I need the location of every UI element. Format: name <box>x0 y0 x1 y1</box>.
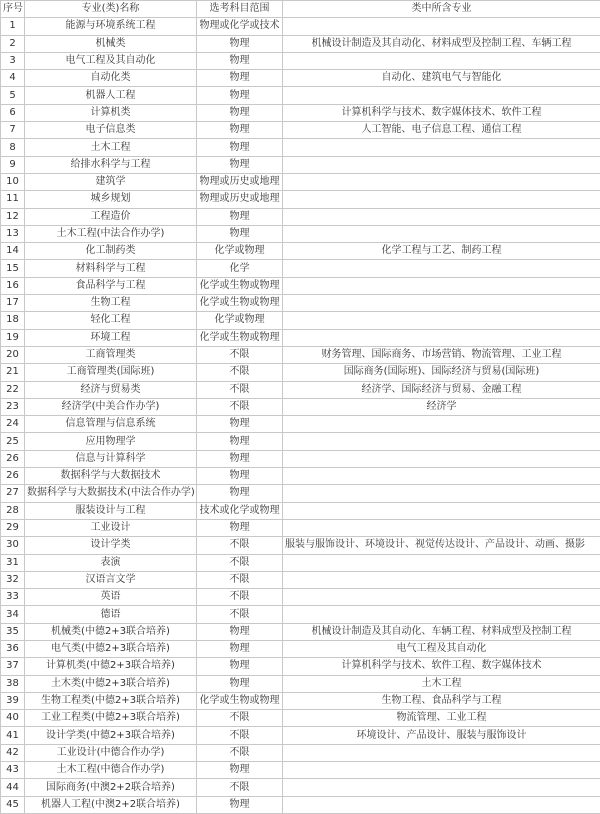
table-row <box>1 502 600 519</box>
cell-included-majors: 服装与服饰设计、环境设计、视觉传达设计、产品设计、动画、摄影 <box>283 537 600 554</box>
table-row <box>1 606 600 623</box>
cell-subject-range: 不限 <box>197 710 283 727</box>
cell-major-name: 经济学(中美合作办学) <box>25 398 197 415</box>
cell-major-name: 环境工程 <box>25 329 197 346</box>
table-row <box>1 571 600 588</box>
cell-major-name: 设计学类(中德2+3联合培养) <box>25 727 197 744</box>
cell-subject-range: 不限 <box>197 346 283 363</box>
cell-subject-range: 不限 <box>197 537 283 554</box>
cell-index: 27 <box>1 485 25 502</box>
cell-included-majors: 经济学 <box>283 398 600 415</box>
cell-subject-range: 物理 <box>197 658 283 675</box>
table-row <box>1 208 600 225</box>
cell-major-name: 机械类(中德2+3联合培养) <box>25 623 197 640</box>
cell-index: 41 <box>1 727 25 744</box>
cell-subject-range: 物理 <box>197 519 283 536</box>
cell-subject-range: 不限 <box>197 364 283 381</box>
cell-major-name: 应用物理学 <box>25 433 197 450</box>
cell-index: 8 <box>1 139 25 156</box>
cell-included-majors <box>283 762 600 779</box>
cell-major-name: 信息管理与信息系统 <box>25 416 197 433</box>
table-row <box>1 191 600 208</box>
cell-included-majors <box>283 485 600 502</box>
cell-subject-range: 物理 <box>197 35 283 52</box>
header-included-majors: 类中所含专业 <box>283 1 600 18</box>
cell-included-majors <box>283 606 600 623</box>
cell-major-name: 土木工程(中德合作办学) <box>25 762 197 779</box>
table-row <box>1 156 600 173</box>
cell-index: 16 <box>1 277 25 294</box>
cell-index: 21 <box>1 364 25 381</box>
header-major-name: 专业(类)名称 <box>25 1 197 18</box>
cell-major-name: 食品科学与工程 <box>25 277 197 294</box>
cell-included-majors <box>283 173 600 190</box>
table-row <box>1 537 600 554</box>
cell-subject-range: 化学或生物或物理 <box>197 329 283 346</box>
cell-subject-range: 化学或生物或物理 <box>197 277 283 294</box>
table-row <box>1 104 600 121</box>
table-row <box>1 52 600 69</box>
cell-major-name: 数据科学与大数据技术 <box>25 468 197 485</box>
cell-major-name: 城乡规划 <box>25 191 197 208</box>
cell-included-majors <box>283 87 600 104</box>
cell-index: 4 <box>1 70 25 87</box>
cell-major-name: 工商管理类 <box>25 346 197 363</box>
cell-major-name: 材料科学与工程 <box>25 260 197 277</box>
table-row <box>1 433 600 450</box>
cell-major-name: 化工制药类 <box>25 243 197 260</box>
cell-included-majors <box>283 519 600 536</box>
cell-index: 34 <box>1 606 25 623</box>
cell-subject-range: 物理 <box>197 70 283 87</box>
cell-subject-range: 物理 <box>197 225 283 242</box>
cell-index: 36 <box>1 640 25 657</box>
cell-major-name: 电气类(中德2+3联合培养) <box>25 640 197 657</box>
cell-index: 32 <box>1 571 25 588</box>
cell-index: 5 <box>1 87 25 104</box>
cell-subject-range: 化学或物理 <box>197 243 283 260</box>
cell-included-majors: 人工智能、电子信息工程、通信工程 <box>283 122 600 139</box>
cell-included-majors <box>283 312 600 329</box>
cell-index: 26 <box>1 468 25 485</box>
cell-index: 9 <box>1 156 25 173</box>
cell-major-name: 工业设计(中德合作办学) <box>25 744 197 761</box>
cell-major-name: 轻化工程 <box>25 312 197 329</box>
cell-included-majors <box>283 156 600 173</box>
cell-included-majors <box>283 52 600 69</box>
cell-index: 33 <box>1 589 25 606</box>
cell-index: 13 <box>1 225 25 242</box>
table-row <box>1 640 600 657</box>
cell-subject-range: 物理或历史或地理 <box>197 191 283 208</box>
table-row <box>1 260 600 277</box>
cell-index: 3 <box>1 52 25 69</box>
cell-index: 23 <box>1 398 25 415</box>
table-row <box>1 364 600 381</box>
cell-major-name: 生物工程 <box>25 295 197 312</box>
table-header <box>1 1 600 18</box>
table-row <box>1 710 600 727</box>
cell-included-majors <box>283 208 600 225</box>
cell-major-name: 经济与贸易类 <box>25 381 197 398</box>
cell-subject-range: 不限 <box>197 727 283 744</box>
table-row <box>1 295 600 312</box>
cell-major-name: 土木工程 <box>25 139 197 156</box>
cell-index: 10 <box>1 173 25 190</box>
cell-included-majors <box>283 295 600 312</box>
cell-index: 39 <box>1 692 25 709</box>
cell-subject-range: 化学或生物或物理 <box>197 295 283 312</box>
cell-major-name: 电子信息类 <box>25 122 197 139</box>
cell-subject-range: 物理或历史或地理 <box>197 173 283 190</box>
cell-subject-range: 技术或化学或物理 <box>197 502 283 519</box>
cell-index: 1 <box>1 18 25 35</box>
cell-major-name: 自动化类 <box>25 70 197 87</box>
table-row <box>1 589 600 606</box>
table-row <box>1 70 600 87</box>
cell-index: 15 <box>1 260 25 277</box>
cell-major-name: 电气工程及其自动化 <box>25 52 197 69</box>
cell-included-majors: 计算机科学与技术、数字媒体技术、软件工程 <box>283 104 600 121</box>
cell-major-name: 土木工程(中法合作办学) <box>25 225 197 242</box>
cell-subject-range: 物理 <box>197 468 283 485</box>
cell-index: 11 <box>1 191 25 208</box>
cell-included-majors: 土木工程 <box>283 675 600 692</box>
cell-index: 6 <box>1 104 25 121</box>
table-row <box>1 87 600 104</box>
cell-major-name: 设计学类 <box>25 537 197 554</box>
header-row <box>1 1 600 18</box>
cell-major-name: 土木类(中德2+3联合培养) <box>25 675 197 692</box>
cell-subject-range: 物理 <box>197 416 283 433</box>
cell-included-majors <box>283 260 600 277</box>
cell-included-majors <box>283 433 600 450</box>
cell-subject-range: 物理 <box>197 87 283 104</box>
table-row <box>1 329 600 346</box>
cell-major-name: 机械类 <box>25 35 197 52</box>
cell-included-majors: 机械设计制造及其自动化、车辆工程、材料成型及控制工程 <box>283 623 600 640</box>
cell-subject-range: 不限 <box>197 571 283 588</box>
cell-subject-range: 化学或物理 <box>197 312 283 329</box>
table-row <box>1 675 600 692</box>
cell-major-name: 能源与环境系统工程 <box>25 18 197 35</box>
table-row <box>1 122 600 139</box>
table-row <box>1 468 600 485</box>
cell-major-name: 机器人工程 <box>25 87 197 104</box>
table-row <box>1 485 600 502</box>
table-row <box>1 658 600 675</box>
table-row <box>1 450 600 467</box>
cell-index: 26 <box>1 450 25 467</box>
table-row <box>1 727 600 744</box>
cell-index: 43 <box>1 762 25 779</box>
table-row <box>1 762 600 779</box>
cell-included-majors <box>283 779 600 796</box>
cell-included-majors <box>283 468 600 485</box>
cell-major-name: 计算机类(中德2+3联合培养) <box>25 658 197 675</box>
cell-index: 45 <box>1 796 25 813</box>
cell-subject-range: 不限 <box>197 381 283 398</box>
cell-subject-range: 物理 <box>197 762 283 779</box>
cell-included-majors <box>283 416 600 433</box>
cell-major-name: 工业设计 <box>25 519 197 536</box>
cell-major-name: 工商管理类(国际班) <box>25 364 197 381</box>
table-row <box>1 225 600 242</box>
cell-included-majors <box>283 502 600 519</box>
table-row <box>1 312 600 329</box>
cell-subject-range: 物理 <box>197 796 283 813</box>
cell-major-name: 德语 <box>25 606 197 623</box>
table-row <box>1 173 600 190</box>
cell-included-majors <box>283 139 600 156</box>
cell-included-majors: 电气工程及其自动化 <box>283 640 600 657</box>
cell-index: 20 <box>1 346 25 363</box>
cell-included-majors <box>283 191 600 208</box>
cell-index: 24 <box>1 416 25 433</box>
cell-subject-range: 物理 <box>197 675 283 692</box>
cell-subject-range: 不限 <box>197 744 283 761</box>
table-row <box>1 398 600 415</box>
table-body <box>1 18 600 814</box>
cell-major-name: 建筑学 <box>25 173 197 190</box>
cell-index: 31 <box>1 554 25 571</box>
cell-major-name: 计算机类 <box>25 104 197 121</box>
cell-included-majors <box>283 329 600 346</box>
cell-major-name: 生物工程类(中德2+3联合培养) <box>25 692 197 709</box>
cell-index: 40 <box>1 710 25 727</box>
cell-included-majors <box>283 589 600 606</box>
cell-included-majors: 机械设计制造及其自动化、材料成型及控制工程、车辆工程 <box>283 35 600 52</box>
header-subject-range: 选考科目范围 <box>197 1 283 18</box>
cell-subject-range: 物理 <box>197 208 283 225</box>
table-row <box>1 243 600 260</box>
cell-major-name: 服装设计与工程 <box>25 502 197 519</box>
cell-index: 35 <box>1 623 25 640</box>
cell-included-majors: 环境设计、产品设计、服装与服饰设计 <box>283 727 600 744</box>
cell-subject-range: 物理 <box>197 433 283 450</box>
cell-subject-range: 不限 <box>197 554 283 571</box>
cell-included-majors: 化学工程与工艺、制药工程 <box>283 243 600 260</box>
cell-index: 44 <box>1 779 25 796</box>
table-row <box>1 381 600 398</box>
cell-included-majors: 经济学、国际经济与贸易、金融工程 <box>283 381 600 398</box>
cell-included-majors: 财务管理、国际商务、市场营销、物流管理、工业工程 <box>283 346 600 363</box>
cell-included-majors: 计算机科学与技术、软件工程、数字媒体技术 <box>283 658 600 675</box>
cell-index: 2 <box>1 35 25 52</box>
table-row <box>1 18 600 35</box>
cell-major-name: 英语 <box>25 589 197 606</box>
cell-index: 12 <box>1 208 25 225</box>
cell-subject-range: 物理 <box>197 156 283 173</box>
cell-index: 14 <box>1 243 25 260</box>
cell-subject-range: 物理 <box>197 139 283 156</box>
cell-subject-range: 物理 <box>197 104 283 121</box>
cell-subject-range: 物理或化学或技术 <box>197 18 283 35</box>
table-row <box>1 554 600 571</box>
table-row <box>1 519 600 536</box>
cell-included-majors <box>283 277 600 294</box>
cell-major-name: 给排水科学与工程 <box>25 156 197 173</box>
cell-subject-range: 化学或生物或物理 <box>197 692 283 709</box>
cell-index: 42 <box>1 744 25 761</box>
cell-major-name: 机器人工程(中澳2+2联合培养) <box>25 796 197 813</box>
cell-subject-range: 化学 <box>197 260 283 277</box>
cell-major-name: 工程造价 <box>25 208 197 225</box>
cell-subject-range: 不限 <box>197 606 283 623</box>
cell-included-majors <box>283 554 600 571</box>
cell-subject-range: 物理 <box>197 450 283 467</box>
cell-subject-range: 不限 <box>197 589 283 606</box>
table-row <box>1 623 600 640</box>
cell-index: 17 <box>1 295 25 312</box>
cell-major-name: 汉语言文学 <box>25 571 197 588</box>
cell-major-name: 表演 <box>25 554 197 571</box>
cell-index: 18 <box>1 312 25 329</box>
table-row <box>1 346 600 363</box>
cell-included-majors <box>283 225 600 242</box>
table-row <box>1 692 600 709</box>
cell-included-majors <box>283 571 600 588</box>
cell-major-name: 国际商务(中澳2+2联合培养) <box>25 779 197 796</box>
cell-subject-range: 物理 <box>197 485 283 502</box>
cell-subject-range: 物理 <box>197 52 283 69</box>
cell-included-majors: 国际商务(国际班)、国际经济与贸易(国际班) <box>283 364 600 381</box>
cell-index: 22 <box>1 381 25 398</box>
table-row <box>1 139 600 156</box>
table-row <box>1 744 600 761</box>
cell-index: 38 <box>1 675 25 692</box>
header-index: 序号 <box>1 1 25 18</box>
cell-major-name: 信息与计算科学 <box>25 450 197 467</box>
cell-included-majors <box>283 744 600 761</box>
cell-included-majors <box>283 18 600 35</box>
cell-index: 29 <box>1 519 25 536</box>
cell-major-name: 工业工程类(中德2+3联合培养) <box>25 710 197 727</box>
cell-subject-range: 不限 <box>197 779 283 796</box>
cell-index: 7 <box>1 122 25 139</box>
cell-major-name: 数据科学与大数据技术(中法合作办学) <box>25 485 197 502</box>
cell-index: 30 <box>1 537 25 554</box>
table-row <box>1 779 600 796</box>
cell-index: 19 <box>1 329 25 346</box>
table-row <box>1 277 600 294</box>
cell-included-majors <box>283 450 600 467</box>
table-row <box>1 35 600 52</box>
cell-index: 37 <box>1 658 25 675</box>
cell-subject-range: 物理 <box>197 623 283 640</box>
cell-subject-range: 不限 <box>197 398 283 415</box>
cell-subject-range: 物理 <box>197 122 283 139</box>
cell-included-majors: 自动化、建筑电气与智能化 <box>283 70 600 87</box>
table-row <box>1 416 600 433</box>
cell-index: 28 <box>1 502 25 519</box>
cell-subject-range: 物理 <box>197 640 283 657</box>
cell-index: 25 <box>1 433 25 450</box>
cell-included-majors: 生物工程、食品科学与工程 <box>283 692 600 709</box>
cell-included-majors: 物流管理、工业工程 <box>283 710 600 727</box>
